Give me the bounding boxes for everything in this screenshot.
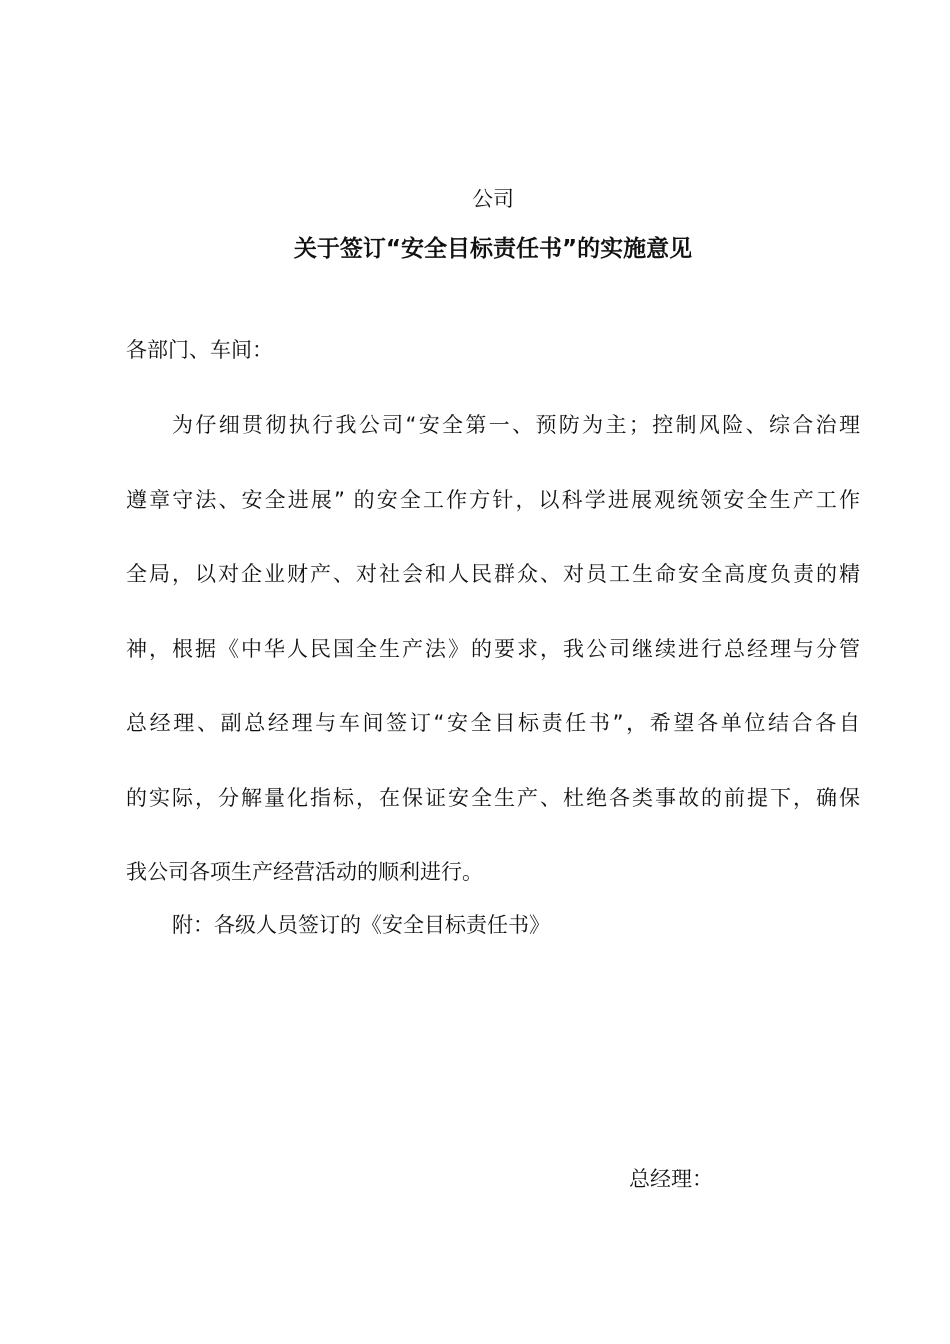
salutation: 各部门、车间： — [126, 338, 273, 362]
body-line: 为仔细贯彻执行我公司“安全第一、预防为主；控制风险、综合治理 — [172, 413, 860, 437]
signature-label: 总经理： — [629, 1167, 713, 1191]
body-line: 遵章守法、安全进展” 的安全工作方针，以科学进展观统领安全生产工作 — [126, 487, 860, 512]
body-line: 总经理、副总经理与车间签订“安全目标责任书”，希望各单位结合各自 — [126, 711, 860, 735]
body-line: 神，根据《中华人民国全生产法》的要求，我公司继续进行总经理与分管 — [126, 636, 860, 661]
company-name: 公司 — [472, 187, 514, 211]
body-line: 全局，以对企业财产、对社会和人民群众、对员工生命安全高度负责的精 — [126, 562, 860, 586]
body-line: 我公司各项生产经营活动的顺利进行。 — [126, 860, 483, 884]
body-paragraph — [126, 388, 860, 910]
body-line: 的实际，分解量化指标，在保证安全生产、杜绝各类事故的前提下，确保 — [126, 785, 860, 810]
document-title: 关于签订“安全目标责任书”的实施意见 — [293, 236, 693, 262]
attachment-note: 附：各级人员签订的《安全目标责任书》 — [172, 913, 550, 937]
